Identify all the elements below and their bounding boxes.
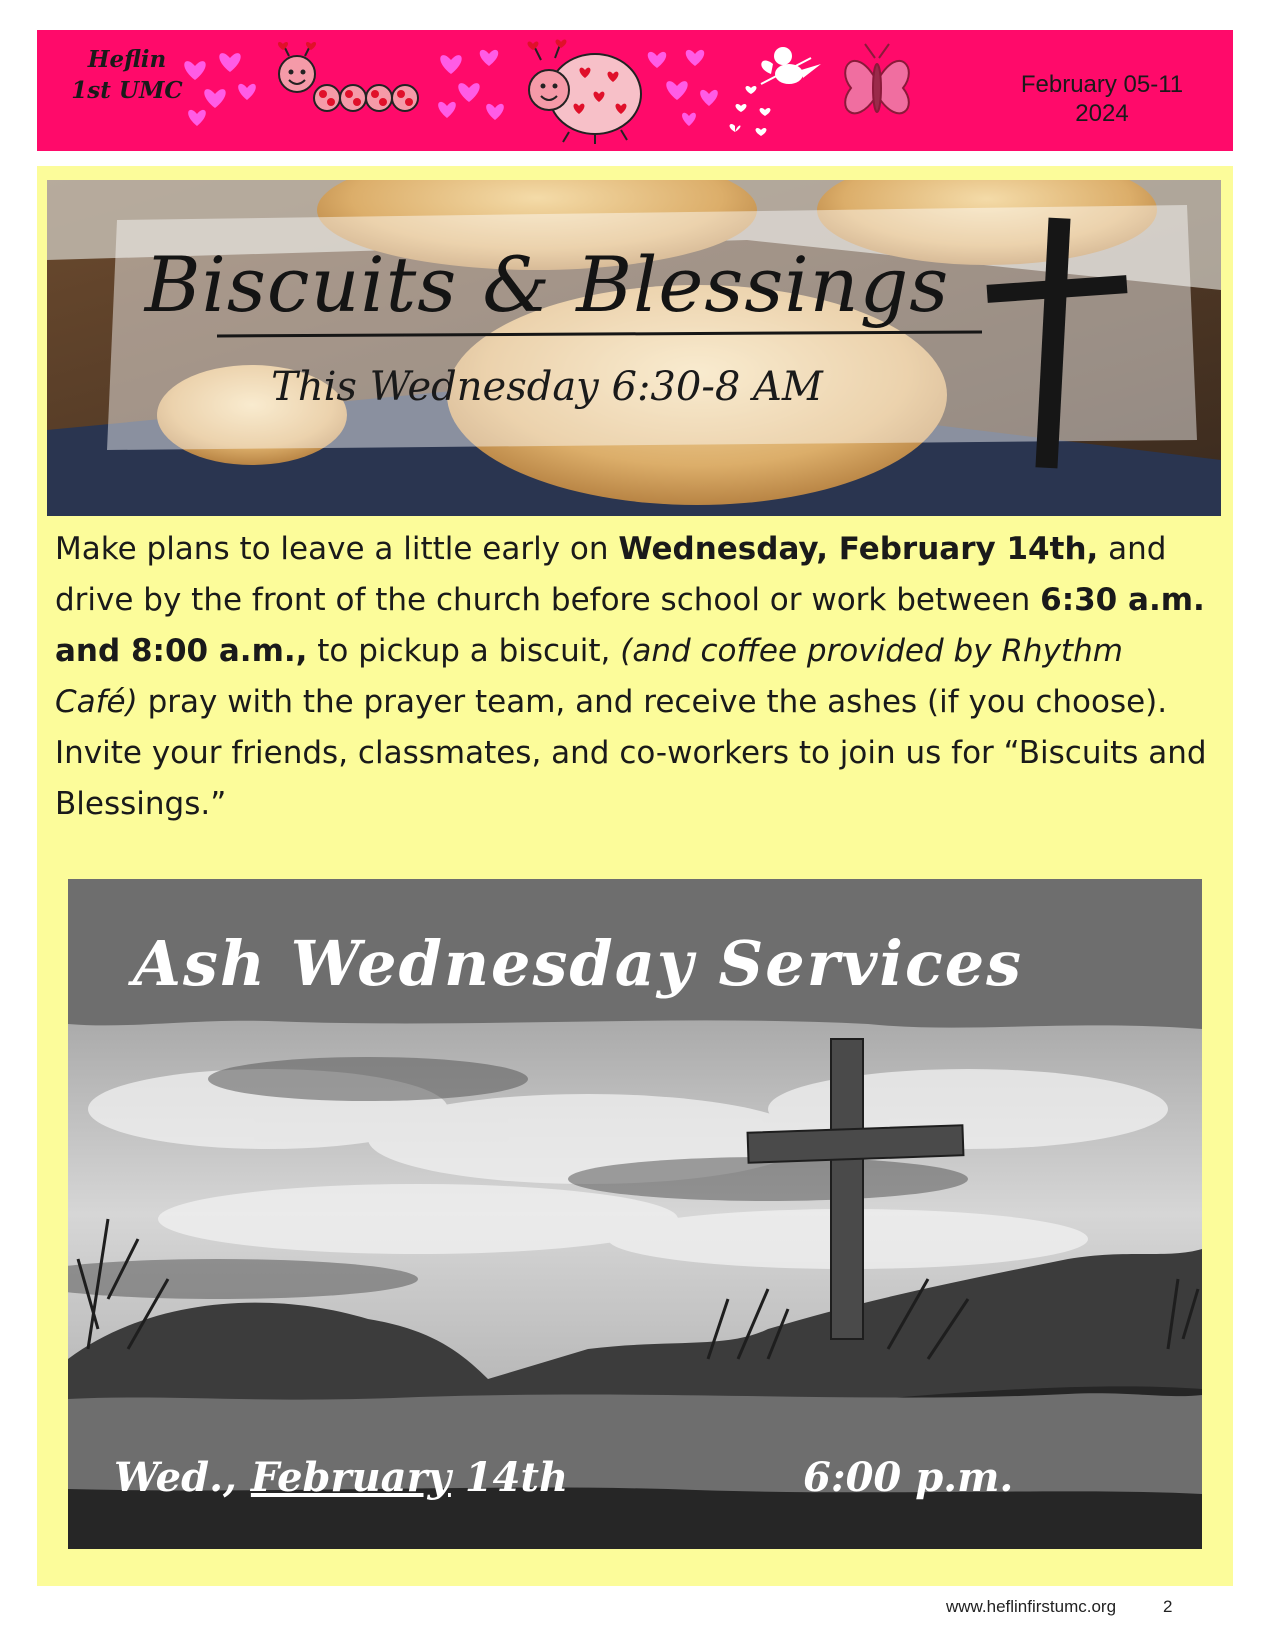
text-segment: pray with the prayer team, and receive the ashes (if you choose). Invite your friends, classmates, and co-workers to join us for “Biscuits and Blessings.” (55, 684, 1207, 822)
issue-date (997, 70, 1207, 128)
church-name (67, 44, 187, 106)
text-segment: and drive by the front of the church before school or work between (55, 531, 1167, 618)
header-banner (37, 30, 1233, 151)
caterpillar-icon (273, 38, 423, 138)
biscuits-banner-image (47, 180, 1221, 516)
service-date-prefix: Wed., (114, 1454, 251, 1501)
hearts-icon (175, 36, 265, 136)
page-number: 2 (1163, 1597, 1173, 1616)
biscuits-subtitle: This Wednesday 6:30-8 AM (271, 364, 823, 410)
coffee-note-italic: (and coffee provided by Rhythm Café) (55, 633, 1123, 720)
service-time: 6:00 p.m. (803, 1454, 1014, 1501)
text-segment: to pickup a biscuit, (307, 633, 621, 669)
event-time-bold: 6:30 a.m. and 8:00 a.m., (55, 582, 1205, 669)
service-date-month: February (250, 1454, 451, 1501)
ash-wednesday-banner-image (68, 879, 1202, 1549)
church-name-line2: 1st UMC (71, 77, 183, 104)
service-date-day: 14th (450, 1454, 569, 1501)
biscuits-description (55, 524, 1215, 830)
service-date (114, 1454, 568, 1501)
content-panel (37, 166, 1233, 1586)
ash-wednesday-title: Ash Wednesday Services (132, 927, 1024, 1000)
butterfly-icon (835, 38, 919, 138)
biscuits-title: Biscuits & Blessings (144, 240, 950, 329)
hearts-icon (639, 36, 729, 136)
event-date-bold: Wednesday, February 14th, (618, 531, 1099, 567)
website-link[interactable]: www.heflinfirstumc.org (946, 1597, 1117, 1616)
issue-year: 2024 (1075, 100, 1129, 127)
biscuits-photo (47, 180, 1221, 516)
ladybug-icon (509, 34, 649, 146)
cupid-icon (721, 34, 831, 142)
hearts-icon (429, 36, 519, 136)
issue-date-range: February 05-11 (1020, 71, 1184, 98)
text-segment: Make plans to leave a little early on (55, 531, 619, 567)
church-name-line1: Heflin (87, 46, 167, 73)
